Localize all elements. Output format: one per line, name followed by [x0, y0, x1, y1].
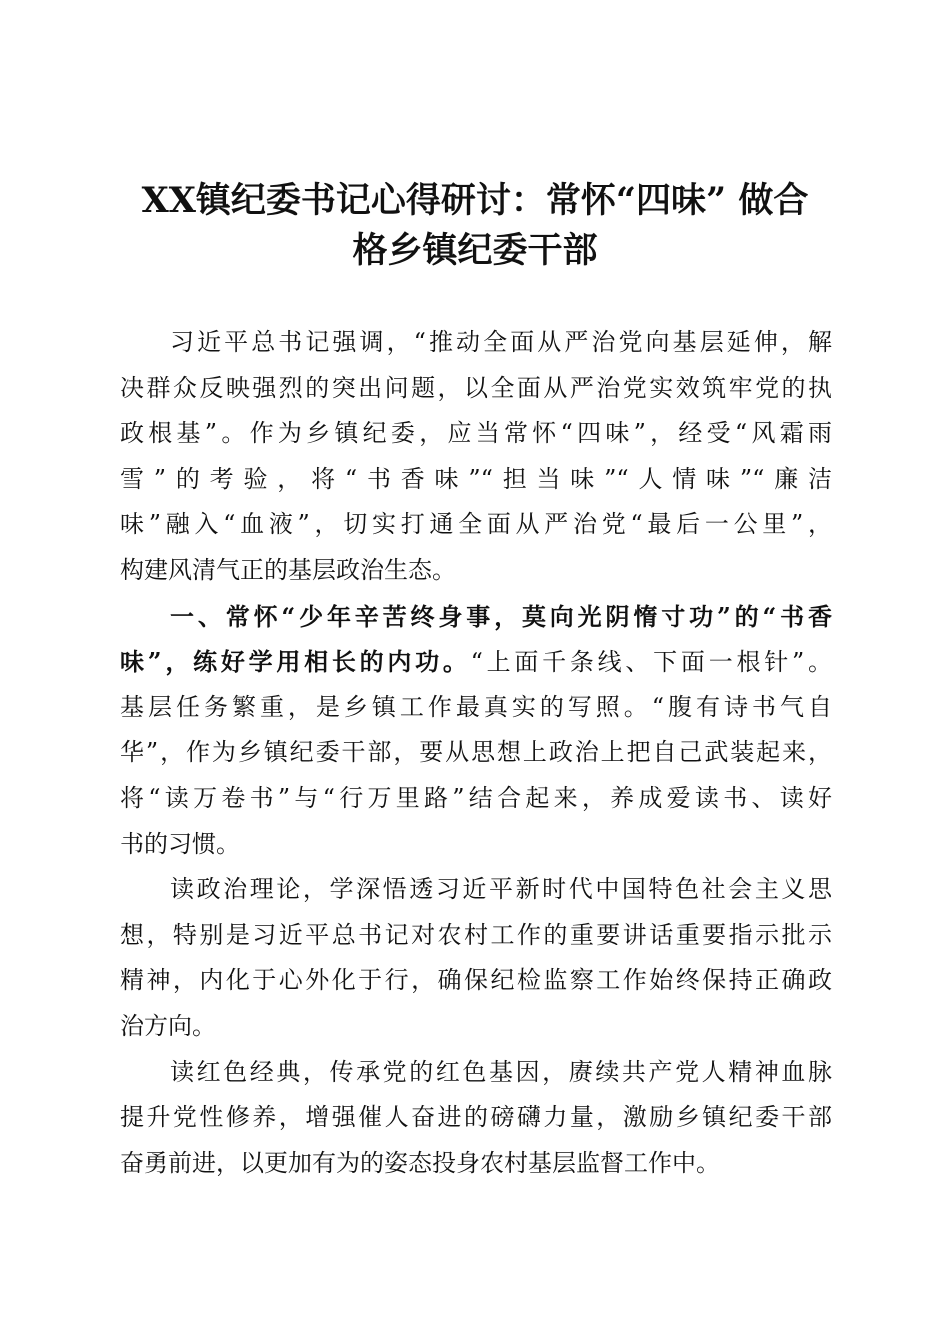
text-line: 治方向。: [120, 1011, 216, 1040]
section-heading: 一、常怀“少年辛苦终身事，莫向光阴惰寸功”的“书香: [170, 601, 832, 631]
paragraph-political-theory: [120, 867, 832, 1049]
paragraph-red-classics: [120, 1050, 832, 1187]
section-heading-continued: 味”，练好学用相长的内功。: [120, 647, 471, 677]
text-line: 奋勇前进，以更加有为的姿态投身农村基层监督工作中。: [120, 1148, 720, 1177]
text-line: [120, 639, 832, 685]
text-line: 将“读万卷书”与“行万里路”结合起来，养成爱读书、读好: [120, 783, 832, 812]
text-line: 政根基”。作为乡镇纪委，应当常怀“四味”，经受“风霜雨: [120, 419, 832, 448]
text-line: 华”，作为乡镇纪委干部，要从思想上政治上把自己武装起来，: [120, 738, 832, 767]
text-line: 提升党性修养，增强催人奋进的磅礴力量，激励乡镇纪委干部: [120, 1103, 832, 1132]
document-title: [100, 176, 850, 276]
title-line-2: 格乡镇纪委干部: [352, 230, 598, 271]
text-line: 精神，内化于心外化于行，确保纪检监察工作始终保持正确政: [120, 966, 832, 995]
text-line: 习近平总书记强调，“推动全面从严治党向基层延伸，解: [170, 328, 832, 356]
text-line: 构建风清气正的基层政治生态。: [120, 555, 456, 584]
document-body: [120, 320, 832, 1186]
text-line: 书的习惯。: [120, 829, 240, 858]
paragraph-section-one: [120, 594, 832, 868]
text-line: 决群众反映强烈的突出问题，以全面从严治党实效筑牢党的执: [120, 373, 832, 402]
text-line: 想，特别是习近平总书记对农村工作的重要讲话重要指示批示: [120, 920, 832, 949]
text-line: 味”融入“血液”，切实打通全面从严治党“最后一公里”，: [120, 510, 832, 539]
title-line-1: XX镇纪委书记心得研讨：常怀“四味” 做合: [141, 180, 809, 221]
paragraph-intro: [120, 320, 832, 594]
text-fragment: “上面千条线、下面一根针”。: [470, 648, 832, 677]
text-line: 读政治理论，学深悟透习近平新时代中国特色社会主义思: [170, 875, 832, 904]
text-line: 雪”的考验，将“书香味”“担当味”“人情味”“廉洁: [120, 464, 832, 493]
text-line: 基层任务繁重，是乡镇工作最真实的写照。“腹有诗书气自: [120, 692, 832, 721]
text-line: 读红色经典，传承党的红色基因，赓续共产党人精神血脉: [170, 1057, 832, 1086]
